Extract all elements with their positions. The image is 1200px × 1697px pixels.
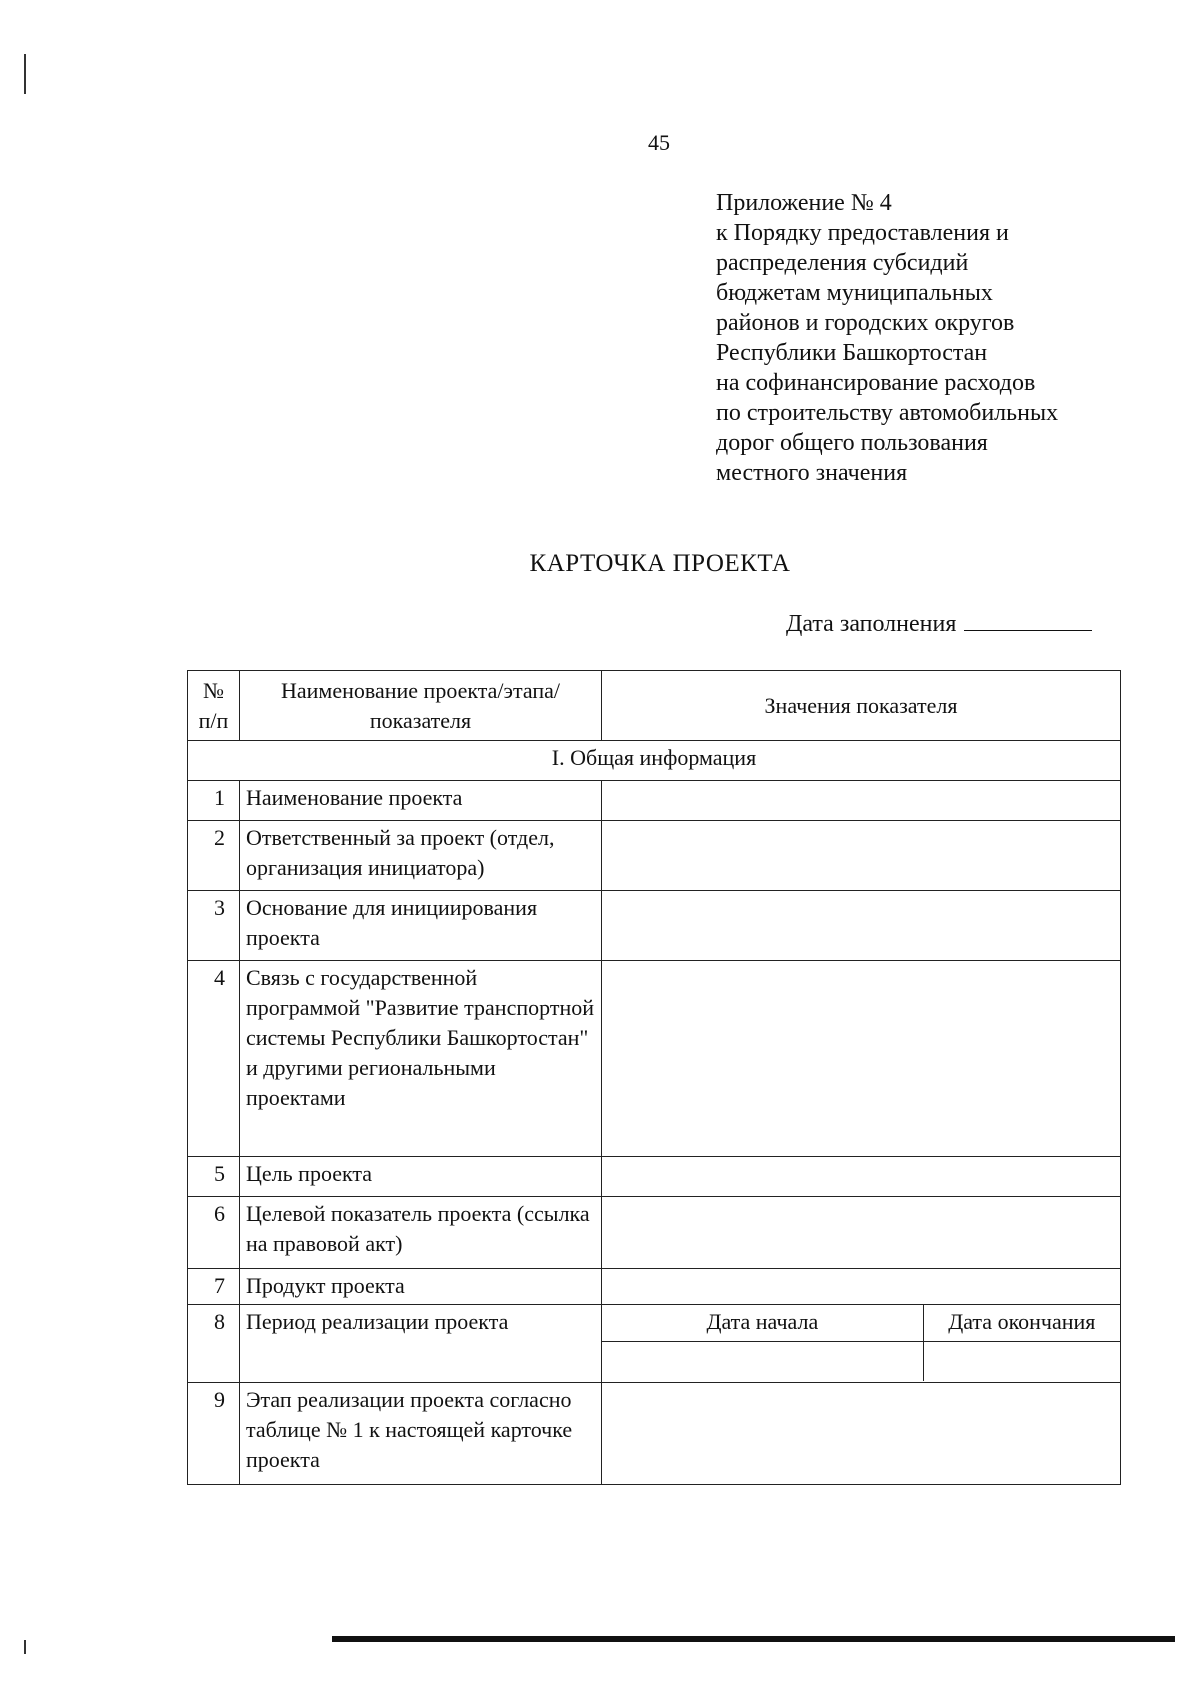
table-row	[188, 961, 1121, 1157]
document-title: КАРТОЧКА ПРОЕКТА	[529, 550, 791, 577]
row-num: 8	[188, 1305, 240, 1383]
period-start-value[interactable]	[602, 1341, 923, 1381]
table-row	[188, 1157, 1121, 1197]
appendix-line: районов и городских округов	[716, 310, 1015, 336]
fill-date-blank[interactable]	[964, 610, 1092, 631]
row-num: 6	[188, 1197, 240, 1269]
table-row	[188, 821, 1121, 891]
row-num: 7	[188, 1269, 240, 1305]
table-row	[188, 781, 1121, 821]
fill-date	[786, 610, 1092, 638]
appendix-line: местного значения	[716, 460, 908, 486]
period-end-label: Дата окончания	[923, 1305, 1120, 1341]
table-row	[188, 1197, 1121, 1269]
period-start-label: Дата начала	[602, 1305, 923, 1341]
table-row	[188, 891, 1121, 961]
row-num: 4	[188, 961, 240, 1157]
page-number: 45	[648, 130, 670, 155]
row-value[interactable]	[602, 891, 1121, 961]
header-num: № п/п	[188, 671, 240, 741]
section-title: I. Общая информация	[188, 741, 1121, 781]
row-value[interactable]	[602, 961, 1121, 1157]
row-value[interactable]	[602, 1197, 1121, 1269]
appendix-line: по строительству автомобильных	[716, 400, 1059, 426]
header-name: Наименование проекта/этапа/показателя	[240, 671, 602, 741]
row-num: 9	[188, 1383, 240, 1485]
row-name: Связь с государственной программой "Развитие транспортной системы Республики Башкортостан" и другими региональными проектами	[240, 961, 602, 1157]
row-name: Наименование проекта	[240, 781, 602, 821]
scan-mark	[24, 54, 26, 94]
appendix-line: к Порядку предоставления и	[716, 220, 1009, 246]
row-name: Цель проекта	[240, 1157, 602, 1197]
table-row	[188, 1269, 1121, 1305]
row-num: 1	[188, 781, 240, 821]
appendix-line: бюджетам муниципальных	[716, 280, 993, 306]
table-row	[188, 1383, 1121, 1485]
table-row	[188, 1305, 1121, 1383]
section-row	[188, 741, 1121, 781]
row-name: Продукт проекта	[240, 1269, 602, 1305]
row-name: Целевой показатель проекта (ссылка на правовой акт)	[240, 1197, 602, 1269]
row-num: 3	[188, 891, 240, 961]
row-name: Ответственный за проект (отдел, организация инициатора)	[240, 821, 602, 891]
row-value[interactable]	[602, 781, 1121, 821]
row-value[interactable]	[602, 1383, 1121, 1485]
appendix-header	[716, 188, 1058, 488]
header-value: Значения показателя	[602, 671, 1121, 741]
period-end-value[interactable]	[923, 1341, 1120, 1381]
appendix-line: Республики Башкортостан	[716, 340, 988, 366]
project-card-table	[187, 670, 1121, 1485]
row-value[interactable]	[602, 821, 1121, 891]
row-name: Этап реализации проекта согласно таблице № 1 к настоящей карточке проекта	[240, 1383, 602, 1485]
appendix-line: Приложение № 4	[716, 190, 892, 216]
period-cell	[602, 1305, 1121, 1383]
row-num: 2	[188, 821, 240, 891]
row-value[interactable]	[602, 1157, 1121, 1197]
period-subtable	[602, 1305, 1120, 1381]
scan-mark	[24, 1640, 26, 1654]
row-value[interactable]	[602, 1269, 1121, 1305]
appendix-line: на софинансирование расходов	[716, 370, 1036, 396]
appendix-line: дорог общего пользования	[716, 430, 988, 456]
appendix-line: распределения субсидий	[716, 250, 969, 276]
row-num: 5	[188, 1157, 240, 1197]
row-name: Период реализации проекта	[240, 1305, 602, 1383]
fill-date-label: Дата заполнения	[786, 611, 957, 637]
row-name: Основание для инициирования проекта	[240, 891, 602, 961]
bottom-rule	[332, 1636, 1175, 1642]
table-header-row	[188, 671, 1121, 741]
